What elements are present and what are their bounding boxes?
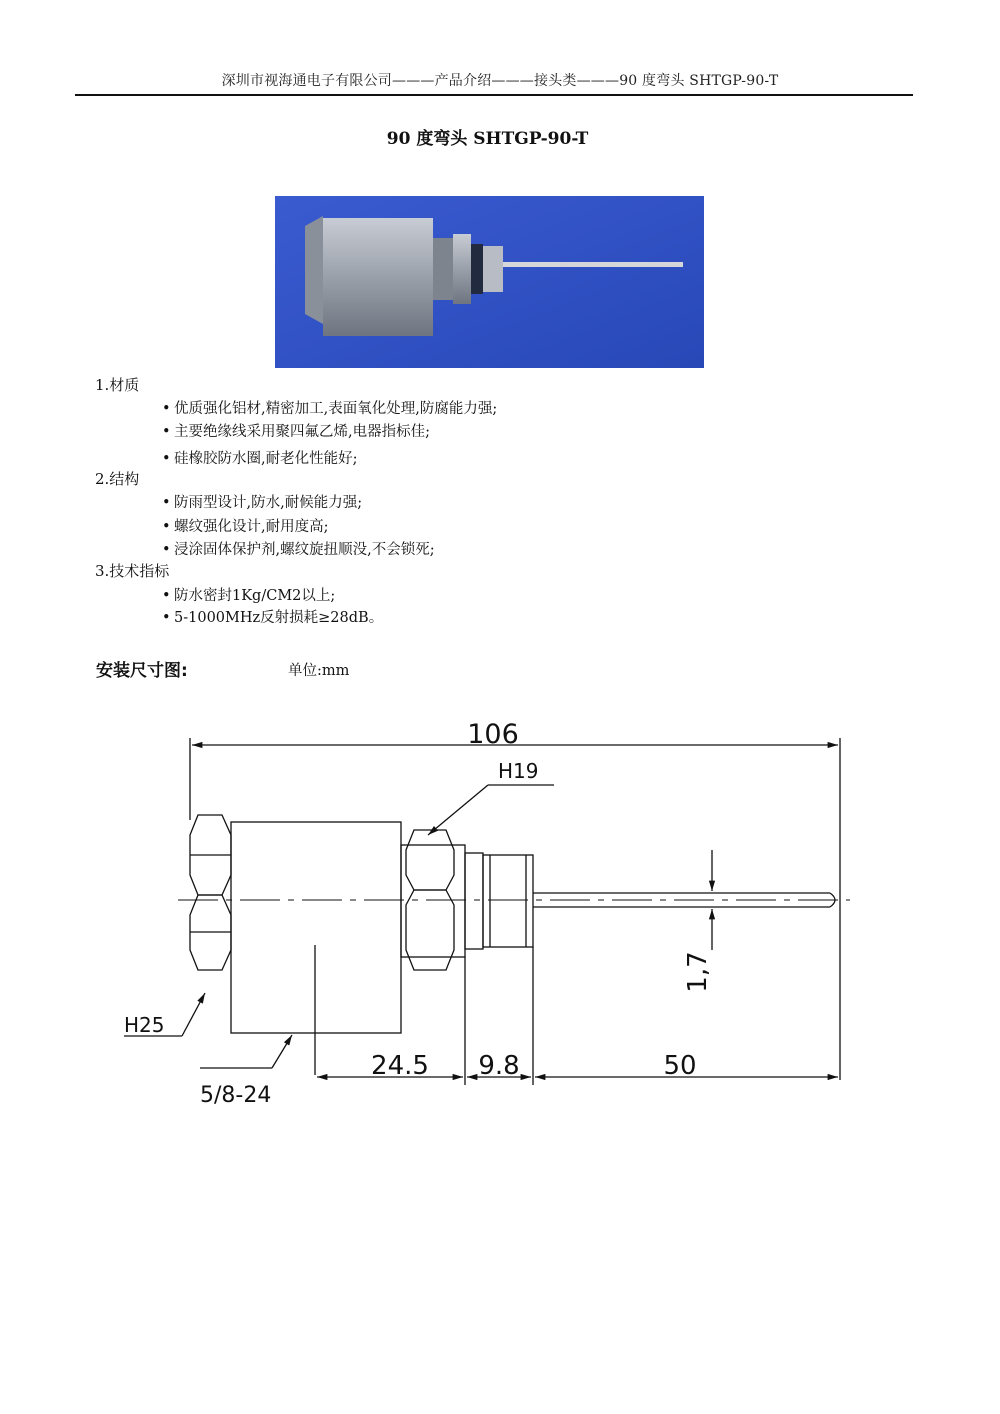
list-item: • 防雨型设计,防水,耐候能力强; [162, 495, 363, 511]
install-dimensions-label: 安装尺寸图: [96, 661, 188, 681]
section-heading: 1.材质 [95, 376, 140, 394]
list-item: • 螺纹强化设计,耐用度高; [162, 519, 329, 535]
header-rule [75, 94, 913, 96]
page-header: 深圳市视海通电子有限公司———产品介绍———接头类———90 度弯头 SHTGP-90-T [221, 73, 779, 89]
list-item: • 浸涂固体保护剂,螺纹旋扭顺没,不会锁死; [162, 542, 435, 558]
list-item: • 主要绝缘线采用聚四氟乙烯,电器指标佳; [162, 424, 430, 440]
dimension-drawing [0, 700, 1000, 1120]
list-item: • 5-1000MHz反射损耗≥28dB。 [162, 610, 384, 626]
label-thread: 5/8-24 [200, 1083, 272, 1108]
section-heading: 2.结构 [95, 470, 140, 488]
dim-body-length: 24.5 [371, 1051, 429, 1081]
product-photo [275, 196, 704, 368]
label-h19: H19 [498, 759, 539, 783]
list-item: • 硅橡胶防水圈,耐老化性能好; [162, 451, 358, 467]
section-heading: 3.技术指标 [95, 562, 170, 580]
list-item: • 防水密封1Kg/CM2以上; [162, 588, 336, 604]
dim-pin-diameter: 1,7 [683, 951, 713, 993]
unit-label: 单位:mm [288, 663, 350, 679]
dim-pin-length: 50 [663, 1051, 697, 1081]
page-title: 90 度弯头 SHTGP-90-T [386, 129, 589, 149]
dim-thread-length: 9.8 [478, 1051, 520, 1081]
list-item: • 优质强化铝材,精密加工,表面氧化处理,防腐能力强; [162, 401, 498, 417]
label-h25: H25 [124, 1013, 165, 1037]
dim-overall-length: 106 [467, 719, 519, 750]
